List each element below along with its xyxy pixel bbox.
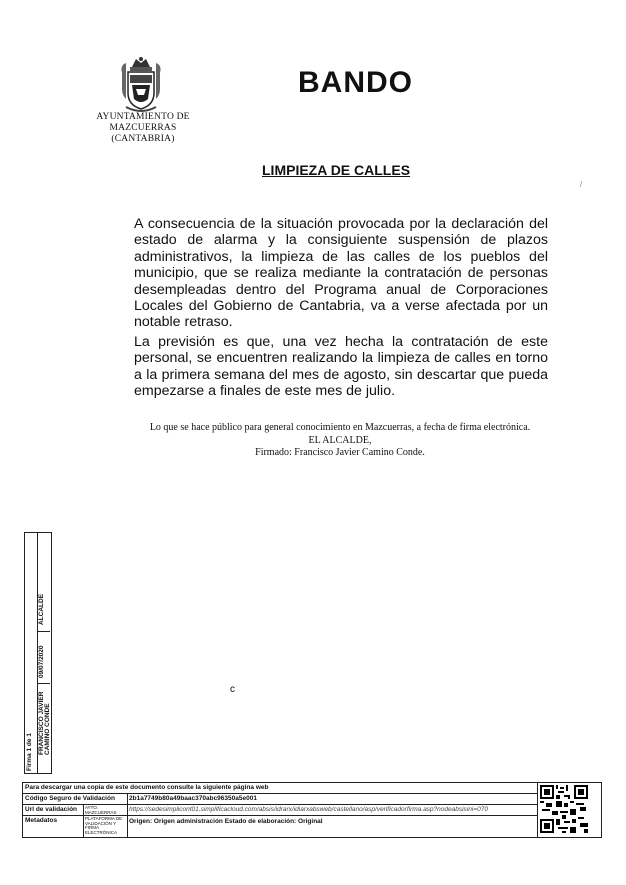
- signature-role: ALCALDE: [38, 593, 45, 625]
- metadata-value: Origen: Origen administración Estado de elaboración: Original: [129, 818, 323, 825]
- document-subtitle: LIMPIEZA DE CALLES: [262, 162, 411, 178]
- signature-count: Firma 1 de 1: [26, 733, 33, 771]
- validation-table: [22, 782, 602, 838]
- issuer-name: [96, 112, 190, 145]
- issuer-line: AYUNTAMIENTO DE: [96, 112, 190, 122]
- signature-signer: FRANCISCO JAVIER: [38, 691, 45, 755]
- issuer-line: (CANTABRIA): [111, 134, 175, 144]
- validation-url[interactable]: https://sedesimplicont01.simplificacloud.com/absis/idrarx/idiarxabsweb/castellano/asp/verificadorfirma.asp?nodeabsisini=070: [129, 806, 488, 813]
- qr-code-icon: [540, 785, 588, 833]
- closing-signatory-title: EL ALCALDE,: [308, 434, 372, 446]
- url-issuer: AYTO. MAZCUERRAS: [85, 805, 117, 815]
- body-paragraph-1: A consecuencia de la situación provocada por la declaración del estado de alarma y la consiguiente suspensión de plazos administrativos, la limpieza de las calles de los pueblos del municipio, que se realiza mediante la contratación de personas desempleadas dentro del Programa anual de Corporaciones Locales del Gobierno de Cantabria, va a verse afectada por un notable retraso.: [134, 216, 548, 331]
- metadata-issuer: PLATAFORMA DE VALIDACIÓN Y FIRMA ELECTRÓNICA: [85, 816, 123, 835]
- closing-line: Lo que se hace público para general conocimiento en Mazcuerras, a fecha de firma electrónica.: [149, 422, 531, 433]
- closing-signed-by: Firmado: Francisco Javier Camino Conde.: [255, 447, 425, 458]
- closing-block: [120, 422, 560, 460]
- coat-of-arms-icon: [118, 55, 164, 115]
- csv-value: 2b1a7749b80a49baac370abc96350a5e001: [129, 795, 257, 802]
- body-paragraph-2: La previsión es que, una vez hecha la contratación de este personal, se encuentren realizando la limpieza de calles en torno a la primera semana del mes de agosto, sin descartar que pueda empezarse a finales de este mes de julio.: [134, 334, 548, 400]
- signature-signer-2: CAMINO CONDE: [44, 703, 51, 755]
- document-title: BANDO: [298, 66, 413, 99]
- csv-label: Código Seguro de Validación: [25, 795, 115, 802]
- stray-mark: /: [580, 180, 583, 189]
- stray-mark: c: [230, 684, 235, 695]
- url-label: Url de validación: [25, 806, 78, 813]
- signature-box: [24, 532, 52, 774]
- signature-date: 09/07/2020: [38, 645, 45, 678]
- issuer-line: MAZCUERRAS: [109, 123, 177, 133]
- download-note: Para descargar una copia de este documento consulte la siguiente página web: [25, 784, 269, 791]
- metadata-label: Metadatos: [25, 817, 58, 824]
